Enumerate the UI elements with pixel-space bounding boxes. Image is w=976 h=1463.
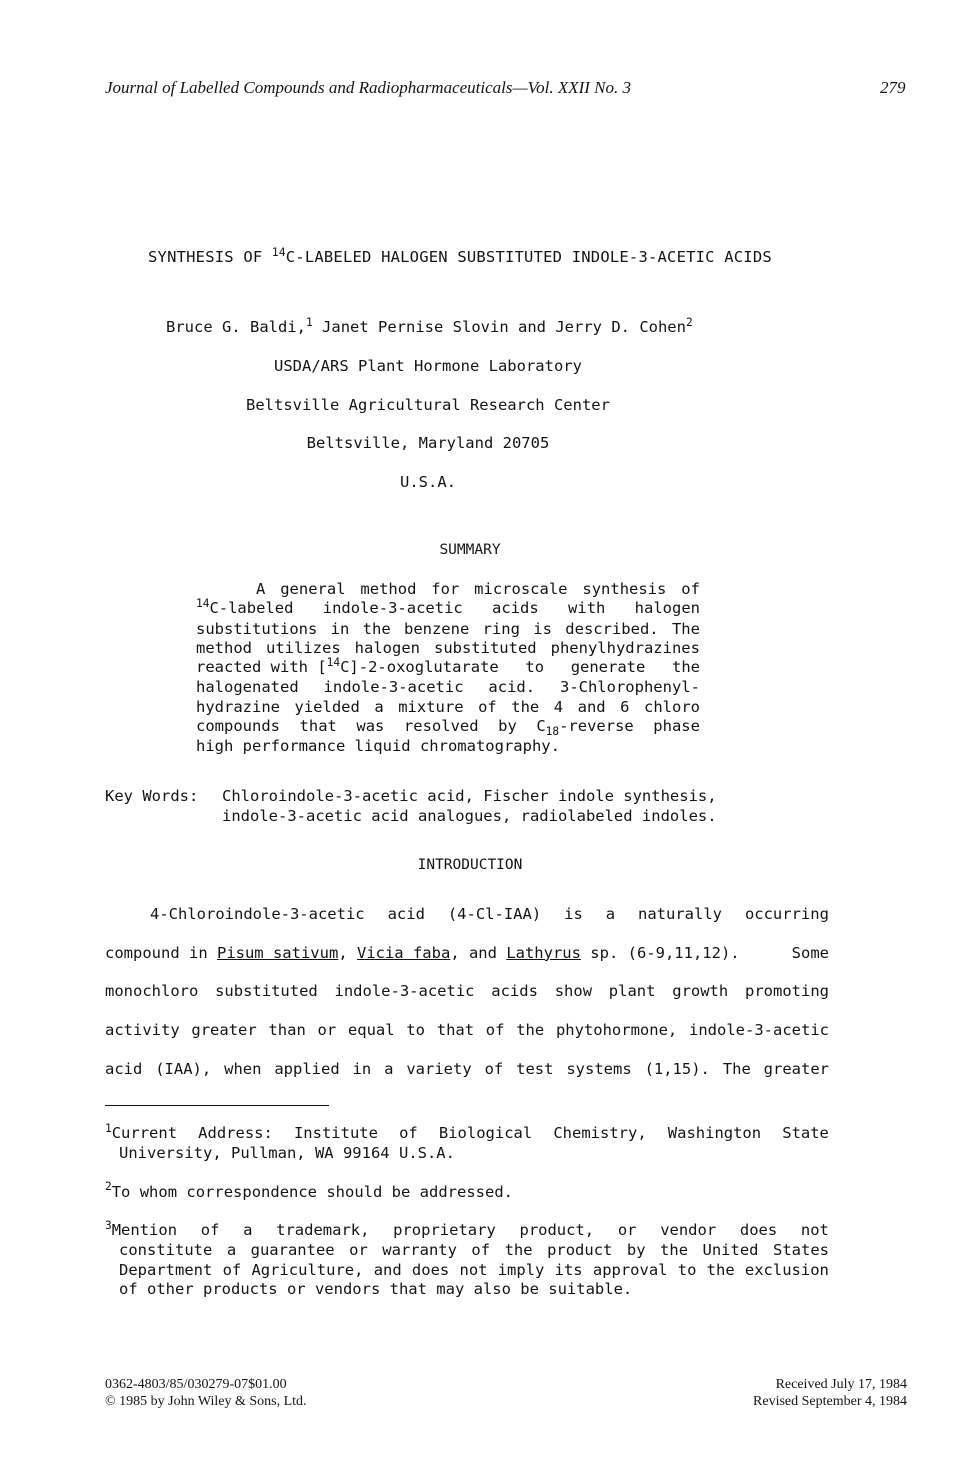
author-list — [166, 315, 693, 336]
footnote-word: Biological — [438, 1124, 533, 1142]
word: monochloro — [105, 982, 199, 1001]
author-3-footnote-mark: 2 — [685, 315, 693, 329]
summary-word: halogen — [634, 599, 700, 618]
author-1-footnote-mark: 1 — [305, 315, 313, 329]
word: variety — [406, 1059, 472, 1078]
word: acid — [387, 905, 425, 923]
summary-word: acids — [492, 599, 539, 618]
word: constitute — [119, 1241, 213, 1260]
key-words — [105, 787, 717, 826]
word: phenylhydrazines — [550, 638, 700, 657]
title-text-rest: C-LABELED HALOGEN SUBSTITUTED INDOLE-3-ACETIC ACIDS — [285, 248, 772, 266]
footnote-word: Mention — [111, 1221, 178, 1239]
footnote-word: of — [399, 1124, 418, 1142]
footnote-word: proprietary — [393, 1221, 496, 1239]
word: a — [374, 697, 384, 716]
word: or — [317, 1021, 337, 1040]
revised-date: Revised September 4, 1984 — [753, 1394, 907, 1409]
authors-2-3: Janet Pernise Slovin and Jerry D. Cohen — [312, 318, 686, 336]
word: chloro — [644, 697, 700, 716]
body-line — [105, 1050, 829, 1089]
species-name: Vicia faba — [356, 943, 451, 962]
word: the — [504, 1241, 533, 1260]
summary-word: compounds — [196, 717, 280, 736]
footnote-word: State — [782, 1124, 829, 1142]
carbon-count-subscript: 18 — [545, 724, 560, 738]
word: 6 — [620, 697, 630, 716]
footnote-word: Address: — [198, 1124, 273, 1142]
word: the — [516, 1021, 545, 1040]
word: by — [626, 1241, 646, 1260]
species-name: Pisum sativum — [216, 943, 339, 962]
key-words-line: Chloroindole-3-acetic acid, Fischer indole synthesis, — [222, 787, 717, 805]
summary-line — [196, 678, 700, 697]
word: benzene — [403, 619, 470, 638]
summary-heading: SUMMARY — [439, 542, 501, 558]
word: (IAA), — [155, 1059, 212, 1078]
issn-price-code: 0362-4803/85/030279-07$01.00 — [105, 1377, 287, 1392]
summary-line — [196, 658, 700, 678]
word: general — [280, 580, 346, 598]
word: does — [411, 1260, 450, 1279]
title-text: SYNTHESIS OF — [148, 248, 272, 266]
title-isotope-superscript: 14 — [271, 245, 286, 259]
affiliation-city: Beltsville, Maryland 20705 — [306, 434, 550, 452]
footnote-word: trademark, — [276, 1221, 370, 1239]
footnote-word: Current — [111, 1124, 178, 1142]
body-line — [105, 895, 829, 934]
footnote-word: not — [800, 1221, 829, 1239]
word: the — [362, 619, 391, 638]
key-words-label: Key Words: — [105, 787, 199, 805]
word: growth — [672, 982, 729, 1001]
word: of — [478, 697, 497, 716]
footnote-line — [105, 1179, 829, 1202]
footnote-word: of — [200, 1221, 220, 1239]
word: indole-3-acetic — [323, 678, 464, 697]
word: A — [256, 580, 266, 598]
word: Agriculture, — [251, 1260, 364, 1279]
footnote-word: Chemistry, — [553, 1124, 647, 1142]
word: when — [224, 1059, 262, 1078]
word: synthesis — [582, 580, 667, 598]
footnote-line — [105, 1218, 829, 1241]
body-text: , — [338, 943, 357, 962]
summary-word: was — [356, 717, 385, 736]
word: is — [564, 905, 583, 923]
body-line — [105, 1011, 829, 1050]
footnote-line — [105, 1121, 829, 1144]
word: approval — [592, 1260, 668, 1279]
word: guarantee — [250, 1241, 335, 1260]
word: described. — [565, 619, 659, 638]
body-text: compound in — [105, 943, 217, 962]
word: greater — [191, 1021, 257, 1040]
footnote-3 — [105, 1218, 829, 1300]
word: is — [533, 619, 552, 638]
word: acids — [491, 982, 538, 1001]
summary-word: phase — [653, 717, 700, 736]
word: for — [431, 580, 460, 598]
word: halogen — [354, 638, 420, 657]
word: halogenated — [196, 678, 299, 697]
footnote-word: vendor — [660, 1221, 717, 1239]
word: exclusion — [744, 1260, 829, 1279]
footnote-word: a — [243, 1221, 253, 1239]
summary-line — [196, 599, 700, 619]
footnote-1 — [105, 1121, 829, 1164]
word: The — [671, 619, 700, 638]
key-words-line: indole-3-acetic acid analogues, radiolabeled indoles. — [222, 806, 717, 825]
summary-word: reacted with [ — [196, 658, 327, 677]
word: of — [681, 580, 700, 598]
body-text: sp. (6-9,11,12). — [580, 943, 740, 962]
word: of — [222, 1260, 242, 1279]
word: ring — [482, 619, 520, 638]
word: substituted — [215, 982, 318, 1001]
introduction-heading: INTRODUCTION — [417, 857, 523, 873]
word: in — [352, 1059, 372, 1078]
footnote-2 — [105, 1179, 829, 1202]
word: (4-Cl-IAA) — [447, 905, 542, 923]
page-number: 279 — [880, 78, 906, 97]
summary-word: indole-3-acetic — [322, 599, 463, 618]
footnote-word: Institute — [293, 1124, 378, 1142]
isotope-superscript: 14 — [196, 597, 210, 611]
footnote-separator — [105, 1105, 329, 1106]
word: United — [702, 1241, 759, 1260]
word: (1,15). — [644, 1059, 710, 1078]
word: product — [547, 1241, 613, 1260]
word: a — [384, 1059, 394, 1078]
summary-word: to — [525, 658, 545, 677]
word: of — [485, 1021, 505, 1040]
word: and — [373, 1260, 402, 1279]
word: applied — [274, 1059, 340, 1078]
footnote-word: or — [617, 1221, 637, 1239]
word: indole-3-acetic — [689, 1021, 829, 1040]
article-title — [148, 245, 772, 266]
word: not — [459, 1260, 488, 1279]
footnote-mark: 3 — [105, 1218, 112, 1232]
summary-line — [196, 698, 700, 717]
word: 4-Chloroindole-3-acetic — [150, 905, 365, 923]
summary-word: resolved — [403, 717, 479, 736]
word: its — [554, 1260, 583, 1279]
word: phytohormone, — [555, 1021, 678, 1040]
summary-word: C-labeled — [209, 599, 294, 618]
word: greater — [763, 1059, 829, 1078]
copyright-notice: © 1985 by John Wiley & Sons, Ltd. — [105, 1394, 307, 1409]
body-line — [105, 934, 829, 973]
received-date: Received July 17, 1984 — [775, 1377, 907, 1392]
running-head: Journal of Labelled Compounds and Radiopharmaceuticals—Vol. XXII No. 3 — [105, 78, 632, 97]
word: the — [706, 1260, 735, 1279]
word: occurring — [744, 905, 829, 923]
word: the — [660, 1241, 689, 1260]
word: than — [268, 1021, 306, 1040]
word: States — [773, 1241, 829, 1260]
word: that — [436, 1021, 475, 1040]
word: plant — [608, 982, 656, 1001]
word: acid. — [488, 678, 536, 697]
word: Department — [119, 1260, 213, 1279]
summary-line — [196, 620, 700, 639]
word: in — [330, 619, 350, 638]
word: 3-Chlorophenyl- — [559, 678, 700, 697]
genus-name: Lathyrus — [506, 943, 581, 962]
summary-line — [196, 717, 700, 737]
word: or — [349, 1241, 368, 1260]
footnote-text: To whom correspondence should be addressed. — [111, 1183, 513, 1201]
word: 4 — [553, 697, 564, 716]
author-1: Bruce G. Baldi, — [166, 318, 306, 336]
word: utilizes — [266, 638, 341, 657]
affiliation-country: U.S.A. — [400, 473, 456, 491]
footnote-word: product, — [519, 1221, 595, 1239]
word: activity — [105, 1021, 180, 1040]
footnote-line: of other products or vendors that may also be suitable. — [119, 1280, 633, 1299]
word: substitutions — [196, 619, 318, 638]
summary-word: C — [536, 717, 546, 736]
footnote-mark: 1 — [105, 1121, 112, 1135]
word: test — [516, 1059, 554, 1078]
word: to — [677, 1260, 697, 1279]
word: equal — [347, 1021, 395, 1040]
summary-word: C]-2-oxoglutarate — [340, 658, 499, 677]
word: of — [484, 1059, 504, 1078]
summary-word: -reverse — [559, 717, 634, 736]
affiliation-center: Beltsville Agricultural Research Center — [246, 396, 610, 414]
word: and — [577, 697, 606, 716]
summary-word: generate — [570, 658, 646, 677]
word: substituted — [433, 638, 537, 657]
footnote-word: does — [739, 1221, 778, 1239]
word: microscale — [474, 580, 568, 598]
word: mixture — [398, 697, 464, 716]
introduction-body — [105, 895, 829, 1089]
body-text: Some — [791, 943, 829, 962]
footnote-mark: 2 — [105, 1179, 112, 1193]
word: warranty — [382, 1241, 457, 1260]
summary-word: with — [568, 599, 606, 618]
word: indole-3-acetic — [334, 982, 475, 1001]
word: acid — [105, 1059, 143, 1078]
footnote-line — [105, 1241, 829, 1260]
word: the — [511, 697, 540, 716]
summary-abstract — [196, 580, 700, 757]
footnote-line — [105, 1261, 829, 1280]
word: of — [471, 1241, 491, 1260]
word: a — [605, 905, 616, 923]
summary-word: by — [498, 717, 517, 736]
word: method — [360, 580, 417, 598]
body-text: , and — [450, 943, 507, 962]
word: naturally — [638, 905, 722, 923]
isotope-superscript: 14 — [326, 656, 341, 670]
word: The — [722, 1059, 751, 1078]
word: hydrazine — [196, 697, 280, 716]
summary-word: that — [299, 717, 337, 736]
summary-word: the — [671, 658, 700, 677]
word: a — [226, 1241, 237, 1260]
word: systems — [566, 1059, 632, 1078]
footnote-word: Washington — [667, 1124, 762, 1142]
affiliation-laboratory: USDA/ARS Plant Hormone Laboratory — [274, 357, 582, 375]
word: yielded — [294, 697, 360, 716]
word: show — [554, 982, 593, 1001]
word: method — [196, 638, 252, 657]
word: promoting — [745, 982, 829, 1001]
summary-line — [196, 580, 700, 599]
body-line — [105, 972, 829, 1011]
footnote-line: University, Pullman, WA 99164 U.S.A. — [119, 1144, 455, 1163]
word: to — [406, 1021, 425, 1040]
summary-line: high performance liquid chromatography. — [196, 737, 560, 756]
word: imply — [497, 1260, 545, 1279]
summary-line — [196, 639, 700, 658]
